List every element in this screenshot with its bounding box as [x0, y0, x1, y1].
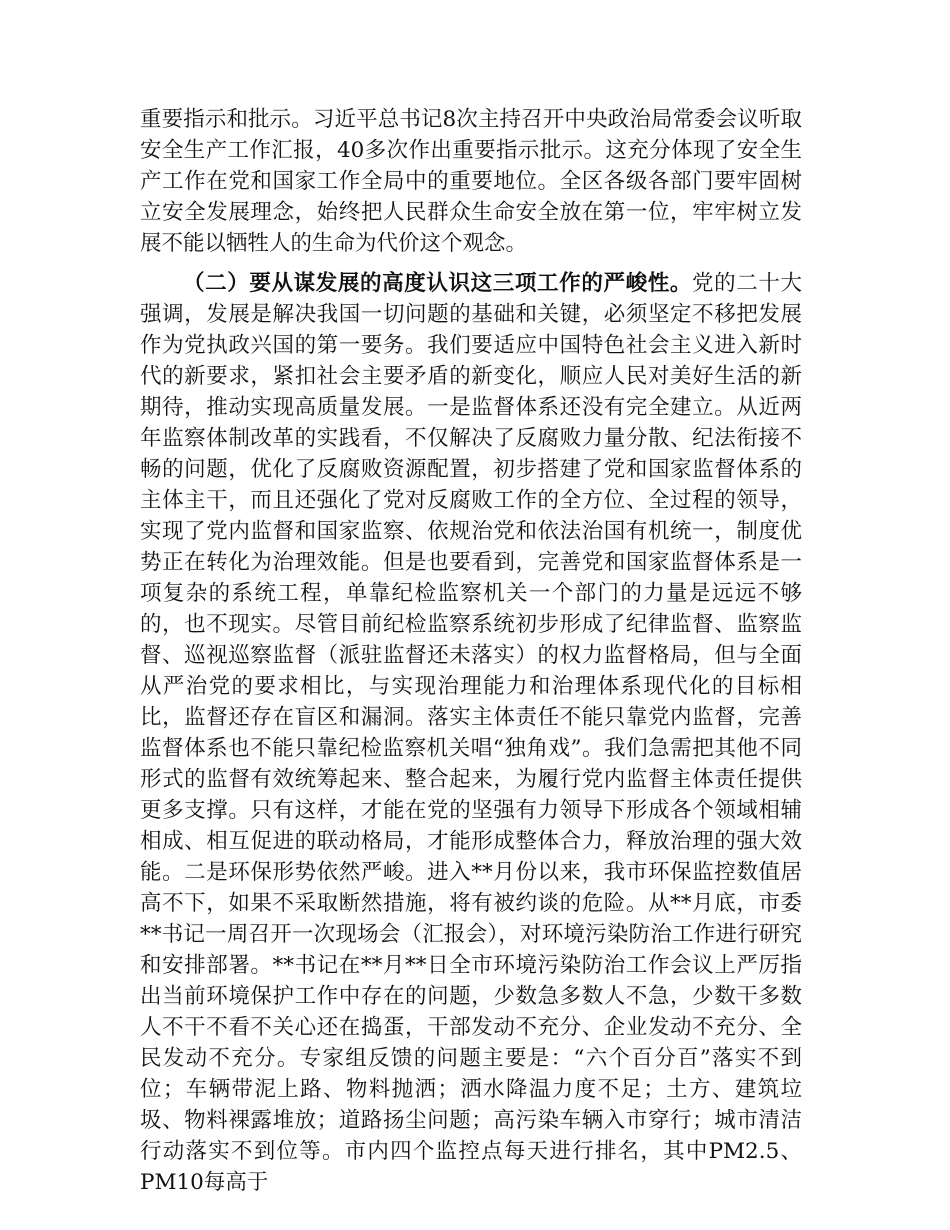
paragraph-1-text: 重要指示和批示。习近平总书记8次主持召开中央政治局常委会议听取安全生产工作汇报，40多次作出重要指示批示。这充分体现了安全生产工作在党和国家工作全局中的重要地位。全区各级各部门要牢固树立安全发展理念，始终把人民群众生命安全放在第一位，牢牢树立发展不能以牺牲人的生命为代价这个观念。: [140, 107, 802, 256]
paragraph-2-text: 党的二十大强调，发展是解决我国一切问题的基础和关键，必须坚定不移把发展作为党执政兴国的第一要务。我们要适应中国特色社会主义进入新时代的新要求，紧扣社会主要矛盾的新变化，顺应人民对美好生活的新期待，推动实现高质量发展。一是监督体系还没有完全建立。从近两年监察体制改革的实践看，不仅解决了反腐败力量分散、纪法衔接不畅的问题，优化了反腐败资源配置，初步搭建了党和国家监督体系的主体主干，而且还强化了党对反腐败工作的全方位、全过程的领导，实现了党内监督和国家监察、依规治党和依法治国有机统一，制度优势正在转化为治理效能。但是也要看到，完善党和国家监督体系是一项复杂的系统工程，单靠纪检监察机关一个部门的力量是远远不够的，也不现实。尽管目前纪检监察系统初步形成了纪律监督、监察监督、巡视巡察监督（派驻监督还未落实）的权力监督格局，但与全面从严治党的要求相比，与实现治理能力和治理体系现代化的目标相比，监督还存在盲区和漏洞。落实主体责任不能只靠党内监督，完善监督体系也不能只靠纪检监察机关唱“独角戏”。我们急需把其他不同形式的监督有效统筹起来、整合起来，为履行党内监督主体责任提供更多支撑。只有这样，才能在党的坚强有力领导下形成各个领域相辅相成、相互促进的联动格局，才能形成整体合力，释放治理的强大效能。二是环保形势依然严峻。进入**月份以来，我市环保监控数值居高不下，如果不采取断然措施，将有被约谈的危险。从**月底，市委**书记一周召开一次现场会（汇报会），对环境污染防治工作进行研究和安排部署。**书记在**月**日全市环境污染防治工作会议上严厉指出当前环境保护工作中存在的问题，少数急多数人不急，少数干多数人不干不看不关心还在捣蛋，干部发动不充分、企业发动不充分、全民发动不充分。专家组反馈的问题主要是：“六个百分百”落实不到位；车辆带泥上路、物料抛洒；洒水降温力度不足；土方、建筑垃圾、物料裸露堆放；道路扬尘问题；高污染车辆入市穿行；城市清洁行动落实不到位等。市内四个监控点每天进行排名，其中PM2.5、PM10每高于: [140, 271, 802, 1195]
document-body: [140, 104, 802, 1198]
paragraph-2: [140, 268, 802, 1198]
section-heading: （二）要从谋发展的高度认识这三项工作的严峻性。: [183, 271, 692, 296]
paragraph-1: [140, 104, 802, 259]
